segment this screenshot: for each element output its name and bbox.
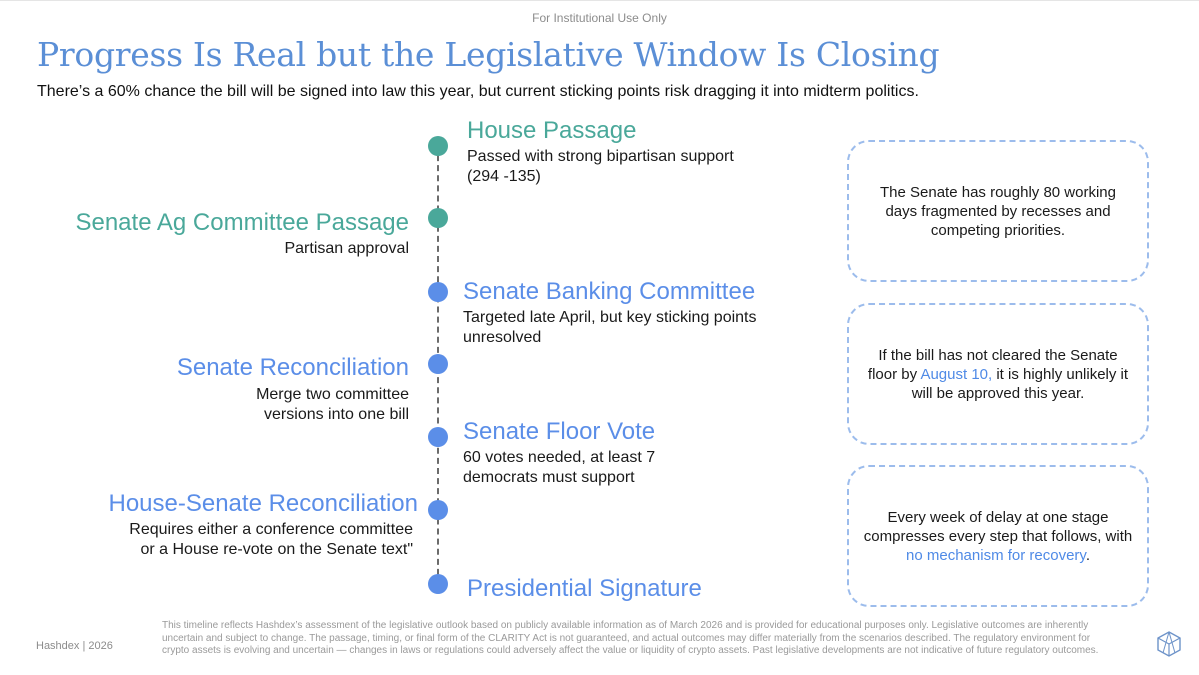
callout-text: The Senate has roughly 80 working days fragmented by recesses and competing priorities. [880, 183, 1116, 239]
milestone-title-senate-ag: Senate Ag Committee Passage [75, 209, 409, 236]
callout-text-after: . [1085, 546, 1090, 564]
milestone-desc-line: unresolved [463, 329, 542, 346]
callout-text-before: If the bill has not cleared the Senate floor by [867, 346, 1118, 383]
milestone-desc-line: versions into one bill [264, 406, 409, 423]
milestone-marker-house-senate-reconciliation [428, 500, 448, 520]
milestone-marker-presidential-signature [428, 574, 448, 594]
footer-brand: Hashdex | 2026 [36, 640, 113, 652]
milestone-marker-senate-floor-vote [428, 427, 448, 447]
milestone-title-senate-banking: Senate Banking Committee [463, 278, 756, 305]
footer-disclaimer: This timeline reflects Hashdex’s assessment of the legislative outlook based on publicly available information as of March 2026 and is provided for educational purposes only. Legislative outcomes are inherently uncertain and subject to change. The passage, timing, or final form of the CLARITY Act is not guaranteed, and actual outcomes may differ materially from the scenarios described. The regulatory environment for crypto assets is evolving and uncertain — changes in laws or regulations could adversely affect the value or liquidity of crypto assets. Past legislative developments are not indicative of future regulatory outcomes. [162, 620, 1099, 656]
milestone-desc-senate-banking [463, 308, 833, 348]
hashdex-logo-icon [1157, 631, 1181, 657]
milestone-desc-line: Requires either a conference committee [129, 521, 413, 538]
milestone-desc-line: or a House re-vote on the Senate text" [140, 541, 413, 558]
milestone-title-house-passage: House Passage [467, 117, 637, 144]
callout-delay-compression [847, 465, 1149, 607]
page-title: Progress Is Real but the Legislative Window Is Closing [37, 35, 940, 74]
milestone-desc-line: Passed with strong bipartisan support [467, 148, 734, 165]
confidentiality-label: For Institutional Use Only [532, 11, 667, 25]
milestone-desc-line: Partisan approval [284, 240, 409, 257]
milestone-desc-senate-reconciliation [0, 385, 409, 425]
milestone-title-senate-floor-vote: Senate Floor Vote [463, 418, 656, 445]
callout-highlight: August 10, [920, 365, 993, 383]
milestone-marker-senate-reconciliation [428, 354, 448, 374]
milestone-desc-senate-ag [0, 239, 409, 259]
callout-text-before: Every week of delay at one stage compresses every step that follows, with [863, 508, 1133, 545]
top-divider [0, 0, 1199, 1]
callout-text [863, 508, 1133, 565]
milestone-desc-line: 60 votes needed, at least 7 [463, 449, 656, 466]
milestone-title-presidential-signature: Presidential Signature [467, 575, 702, 602]
milestone-desc-house-senate-reconciliation [0, 520, 413, 560]
milestone-marker-house-passage [428, 136, 448, 156]
milestone-title-senate-reconciliation: Senate Reconciliation [176, 354, 409, 381]
callout-working-days [847, 140, 1149, 282]
milestone-desc-line: Merge two committee [256, 386, 409, 403]
callout-august-deadline [847, 303, 1149, 445]
page-subtitle: There’s a 60% chance the bill will be signed into law this year, but current sticking points risk dragging it into midterm politics. [37, 83, 919, 100]
milestone-desc-line: democrats must support [463, 469, 635, 486]
milestone-marker-senate-ag [428, 208, 448, 228]
milestone-desc-senate-floor-vote [463, 448, 803, 488]
milestone-desc-house-passage [467, 147, 807, 187]
callout-text-after: it is highly unlikely it will be approved this year. [911, 365, 1129, 402]
callout-highlight: no mechanism for recovery [906, 546, 1086, 564]
milestone-title-house-senate-reconciliation: House-Senate Reconciliation [108, 490, 418, 517]
milestone-marker-senate-banking [428, 282, 448, 302]
milestone-desc-line: Targeted late April, but key sticking points [463, 309, 757, 326]
callout-text [863, 346, 1133, 403]
milestone-desc-line: (294 -135) [467, 168, 541, 185]
